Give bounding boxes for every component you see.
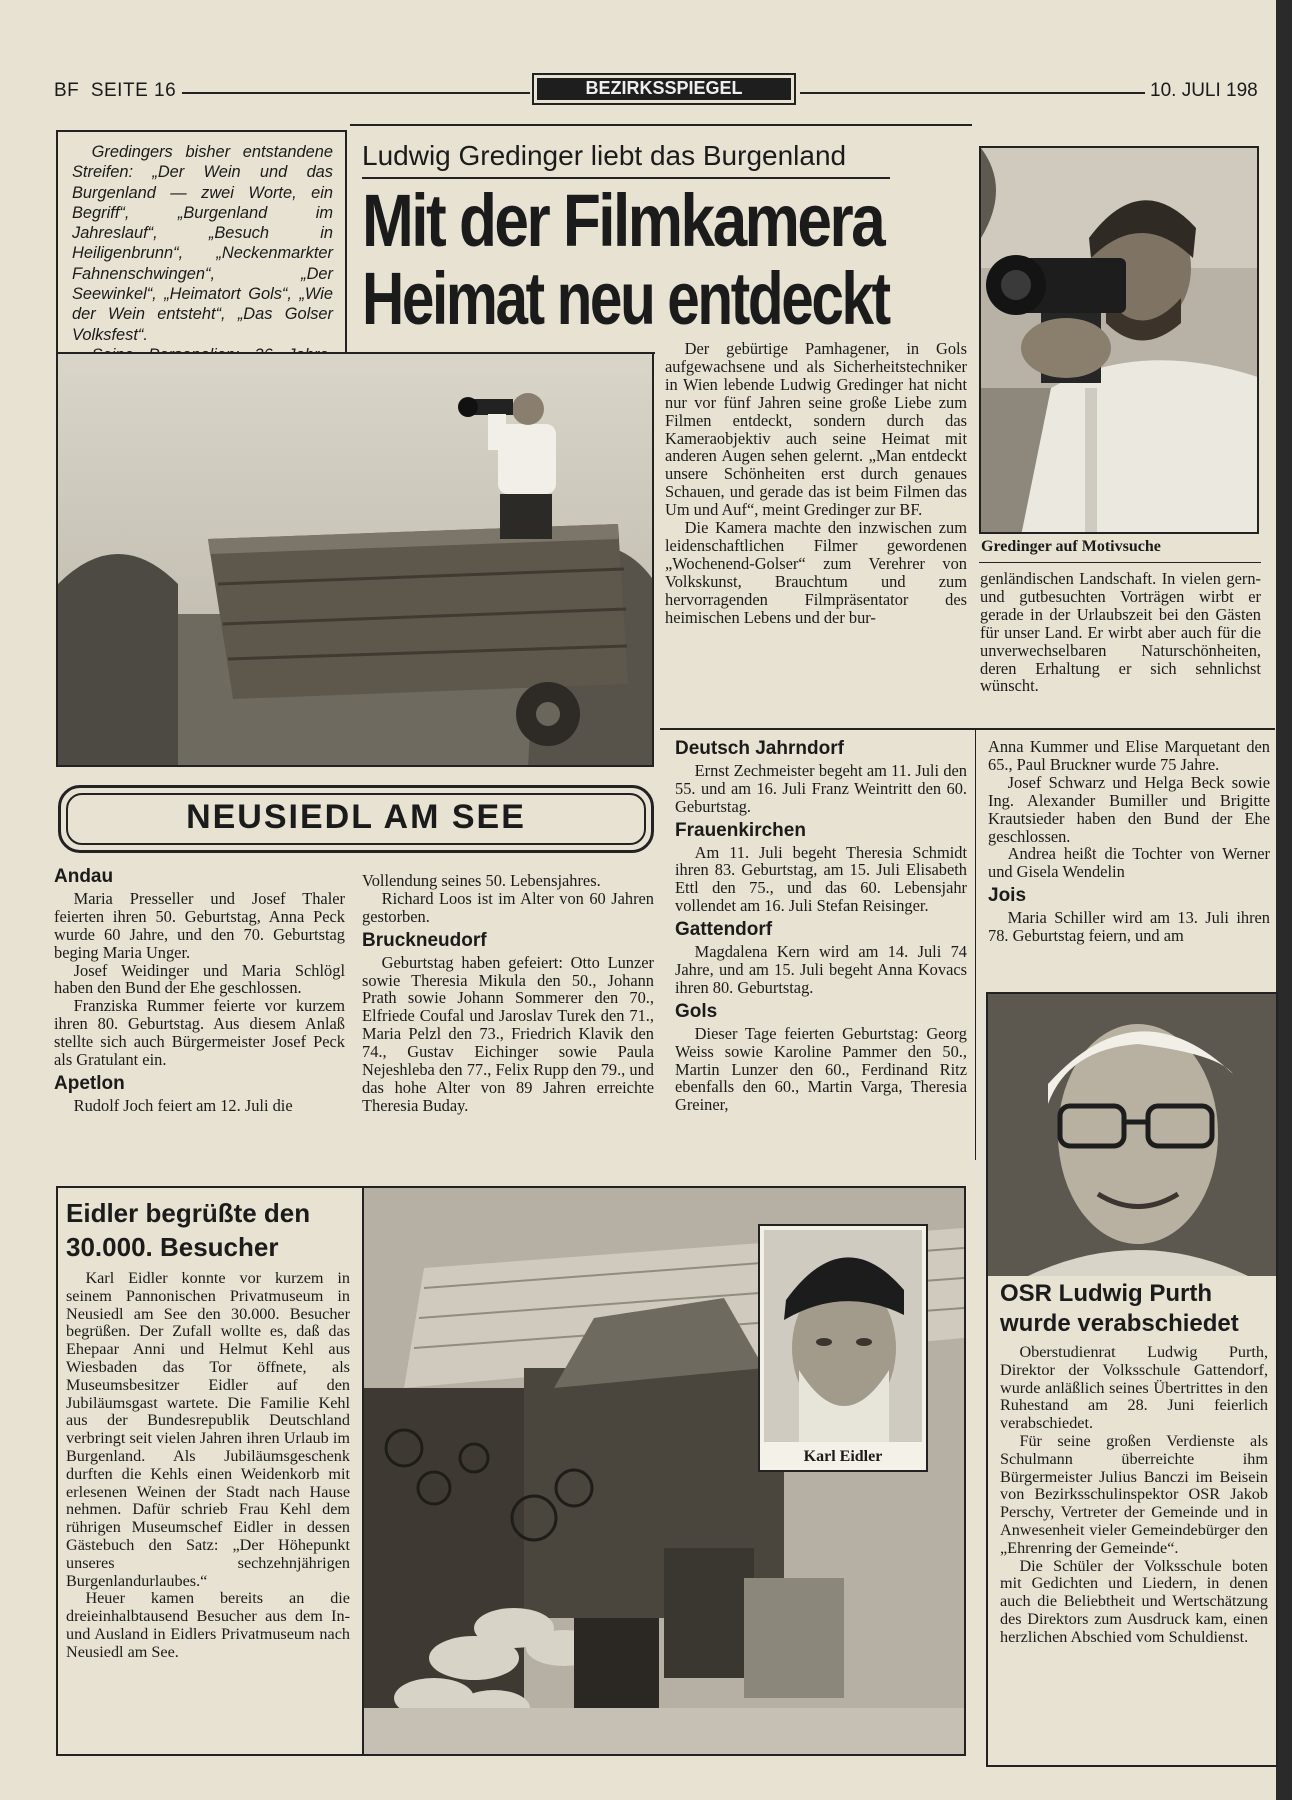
section-title-jois: Jois — [988, 885, 1027, 907]
neusiedl-banner-title: NEUSIEDL AM SEE — [186, 798, 526, 836]
karl-eidler-caption: Karl Eidler — [803, 1448, 883, 1465]
neusiedl-column-3 — [675, 740, 967, 1114]
lead-headline-1: Mit der Filmkamera — [362, 179, 884, 262]
eidler-headline-2: 30.000. Besucher — [66, 1232, 279, 1262]
gredinger-photo-caption: Gredinger auf Motivsuche — [981, 538, 1161, 555]
purth-para-3: Die Schüler der Volksschule boten mit Gedichten und Liedern, in denen auch die Beliebtheit und Wertschätzung des Direktors zum Ausdruck kam, einen herzlichen Abschied vom Schuldienst. — [1000, 1556, 1268, 1646]
caption-rule — [979, 562, 1261, 563]
lead-headline-2: Heimat neu entdeckt — [362, 257, 889, 340]
neusiedl-column-4 — [988, 738, 1270, 945]
issue-date: 10. JULI 198 — [1150, 80, 1258, 101]
header-rule-left — [182, 92, 530, 94]
purth-headline-2: wurde verabschiedet — [1000, 1310, 1239, 1337]
filmography-text: Gredingers bisher entstandene Streifen: „Der Wein und das Burgenland — zwei Worte, ein Begriff“, „Burgenland im Jahreslauf“, „Besuch in Heiligenbrunn“, „Neckenmarkter Fahnenschwingen“, „Der Seewinkel“, „Heimatort Gols“, „Wie der Wein entsteht“, „Das Golser Volksfest“. — [72, 143, 333, 344]
lead-column-2 — [980, 570, 1261, 695]
purth-headline-1: OSR Ludwig Purth — [1000, 1280, 1212, 1307]
eidler-para-2: Heuer kamen bereits an die dreieinhalbtausend Besucher aus dem In- und Ausland in Eidlers Privatmuseum nach Neusiedl am See. — [66, 1589, 350, 1661]
column-divider-a — [975, 730, 976, 1160]
page-edge-shadow — [1276, 0, 1292, 1800]
lead-col2-para1: genländischen Landschaft. In vielen gern- und gutbesuchten Vorträgen wirbt er gerade in der Urlaubszeit bei den Gästen für unser Land. Er wirbt aber auch für die unverwechselbaren Naturschönheiten, deren Erhaltung er sich sehnlichst wünscht. — [980, 569, 1261, 696]
apetlon-para-2: Vollendung seines 50. Lebensjahres. — [362, 871, 601, 890]
lead-rule-bottom — [660, 728, 1275, 730]
purth-para-2: Für seine großen Verdienste als Schulmann überreichte ihm Bürgermeister Julius Banczi im Beisein von Bezirksschulinspektor OSR Jakob Perschy, Vertreter der Gemeinde und in Anwesenheit vieler Gemeindebürger den „Ehrenring der Gemeinde“. — [1000, 1431, 1268, 1557]
neusiedl-column-1 — [54, 868, 345, 1115]
section-title-bruckneudorf: Bruckneudorf — [362, 929, 487, 951]
neusiedl-column-2 — [362, 872, 654, 1115]
section-title-andau: Andau — [54, 866, 114, 887]
andau-para-1: Maria Presseller und Josef Thaler feierten ihren 50. Geburtstag, Anna Peck wurde 60 Jahre, und den 70. Geburtstag beging Maria Unger. — [54, 888, 345, 962]
gattendorf-para: Magdalena Kern wird am 14. Juli 74 Jahre, und am 15. Juli begeht Anna Kovacs ihren 80. Geburtstag. — [675, 942, 967, 997]
karl-eidler-portrait — [758, 1224, 928, 1472]
jois-para: Maria Schiller wird am 13. Juli ihren 78. Geburtstag feiern, und am — [988, 908, 1270, 946]
section-title-apetlon: Apetlon — [54, 1072, 125, 1094]
gredinger-with-camera-photo — [979, 146, 1259, 534]
gols-continued-para-3: Andrea heißt die Tochter von Werner und Gisela Wendelin — [988, 844, 1270, 882]
gredinger-photo-drawing — [981, 148, 1259, 534]
ludwig-purth-portrait — [988, 994, 1276, 1276]
andau-para-2: Josef Weidinger und Maria Schlögl haben den Bund der Ehe geschlossen. — [54, 960, 345, 998]
section-title-deutsch-jahrndorf: Deutsch Jahrndorf — [675, 738, 844, 759]
andau-para-3: Franziska Rummer feierte vor kurzem ihren 80. Geburtstag. Aus diesem Anlaß stellte sich auch Bürgermeister Josef Peck als Gratulant ein. — [54, 996, 345, 1070]
eidler-para-1: Karl Eidler konnte vor kurzem in seinem Pannonischen Privatmuseum in Neusiedl am See den 30.000. Besucher begrüßen. Der Zufall wollte es, daß das Ehepaar Anni und Helmut Kehl aus Wiesbaden das Tor öffnete, als Museumsbesitzer Eidler auf den Jubiläumsgast wartete. Die Familie Kehl aus der Bundesrepublik Deutschland verbringt seit vielen Jahren ihren Urlaub im Burgenland. Als Jubiläumsgeschenk durften die Kehls einen Weidenkorb mit erlesenen Weinen der Stadt nach Hause nehmen. Dafür schrieb Frau Kehl dem rührigen Museumschef Eidler in dessen Gästebuch den Satz: „Der Höhepunkt unseres sechzehnjährigen Burgenlandurlaubes.“ — [66, 1269, 350, 1590]
apetlon-para-3: Richard Loos ist im Alter von 60 Jahren gestorben. — [362, 888, 654, 926]
filming-on-trailer-photo — [56, 352, 654, 767]
gols-continued-para-1: Anna Kummer und Elise Marquetant den 65., Paul Bruckner wurde 75 Jahre. — [988, 737, 1270, 774]
purth-portrait-drawing — [988, 994, 1276, 1276]
bruckneudorf-para-1: Geburtstag haben gefeiert: Otto Lunzer sowie Theresia Mikula den 50., Johann Prath sowie Johann Sommerer den 70., Elfriede Coufal und Jaroslav Turek den 71., Maria Pelzl den 73., Friedrich Klavik den 74., Gustav Eichinger sowie Paula Nejeshleba den 77., Felix Rupp den 79., und das hohe Alter von 89 Jahren erreichte Theresia Buday. — [362, 952, 654, 1115]
purth-para-1: Oberstudienrat Ludwig Purth, Direktor der Volksschule Gattendorf, wurde anläßlich seines Übertrittes in den Ruhestand am 28. Juni feierlich verabschiedet. — [1000, 1343, 1268, 1433]
section-title-gattendorf: Gattendorf — [675, 919, 773, 941]
deutsch-jahrndorf-para: Ernst Zechmeister begeht am 11. Juli den 55. und am 16. Juli Franz Weintritt den 60. Geburtstag. — [675, 760, 967, 816]
header-rule-right — [800, 92, 1145, 94]
lead-rule-top — [350, 124, 972, 126]
section-title-frauenkirchen: Frauenkirchen — [675, 819, 806, 841]
eidler-text — [66, 1270, 350, 1662]
lead-col1-para1: Der gebürtige Pamhagener, in Gols aufgewachsene und als Sicherheitstechniker in Wien lebende Ludwig Gredinger hat nicht nur vor fünf Jahren seine große Liebe zum Filmen entdeckt, sondern durch das Kameraobjektiv auch seine Heimat mit anderen Augen sehen gelernt. „Man entdeckt unsere Schönheiten erst durch genaues Schauen, und gerade das ist beim Filmen das Um und Auf“, meint Gredinger zur BF. — [665, 339, 967, 520]
eidler-portrait-drawing — [764, 1230, 922, 1442]
eidler-headline-1: Eidler begrüßte den — [66, 1198, 311, 1228]
gols-continued-para-2: Josef Schwarz und Helga Beck sowie Ing. Alexander Bumiller und Brigitte Krautsieder haben den Bund der Ehe geschlossen. — [988, 772, 1270, 846]
purth-text — [1000, 1344, 1268, 1647]
filming-photo-drawing — [58, 354, 654, 767]
section-label: BEZIRKSSPIEGEL — [532, 73, 796, 105]
lead-col1-para2: Die Kamera machte den inzwischen zum leidenschaftlichen Filmer gewordenen „Wochenend-Golser“ zum Verehrer von Volkskunst, Brauchtum und zum hervorragenden Filmpräsentator des heimischen Lebens und der bur- — [665, 518, 967, 627]
lead-kicker: Ludwig Gredinger liebt das Burgenland — [362, 140, 847, 171]
apetlon-para-1: Rudolf Joch feiert am 12. Juli die — [73, 1095, 293, 1115]
page-number: BF SEITE 16 — [54, 80, 177, 101]
section-title-gols: Gols — [675, 1000, 718, 1022]
gols-para: Dieser Tage feierten Geburtstag: Georg Weiss sowie Karoline Pammer den 50., Martin Lunzer den 60., Ferdinand Ritz ebenfalls den 60., Martin Varga, Theresia Greiner, — [675, 1023, 967, 1115]
neusiedl-banner — [58, 785, 654, 853]
frauenkirchen-para: Am 11. Juli begeht Theresia Schmidt ihren 83. Geburtstag, am 15. Juli Elisabeth Ettl den 75., und das 60. Lebensjahr vollendet am 16. Juli Stefan Reisinger. — [675, 842, 967, 916]
lead-column-1 — [665, 340, 967, 627]
